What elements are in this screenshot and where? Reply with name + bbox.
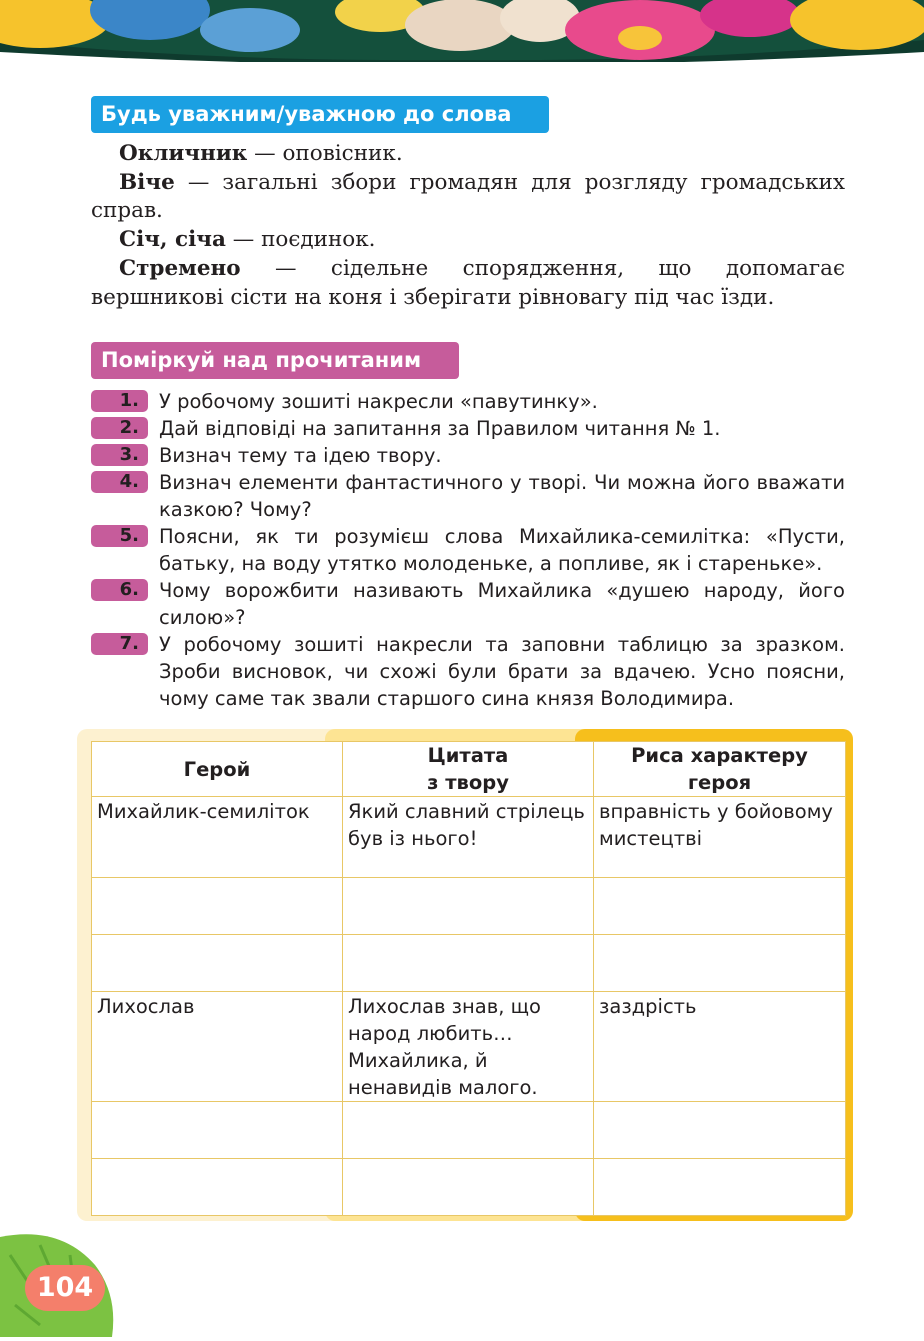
table-row	[92, 1102, 846, 1159]
vocab-term: Стремено	[119, 255, 241, 281]
task-text: У робочому зошиті накресли та заповни таблицю за зразком. Зроби висновок, чи схожі були брати за вдачею. Усно поясни, чому саме так звали старшого сина князя Володимира.	[159, 633, 845, 710]
task-text: У робочому зошиті накресли «павутинку».	[159, 390, 598, 413]
table-cell	[92, 1102, 343, 1159]
table-cell	[92, 878, 343, 935]
task-item	[91, 388, 845, 415]
vocab-section-title: Будь уважним/уважною до слова	[91, 96, 549, 133]
table-cell	[343, 878, 594, 935]
task-number-badge: 1.	[91, 390, 148, 412]
table-cell: Який славний стрілець був із нього!	[343, 797, 594, 878]
vocab-definition: — поєдинок.	[225, 227, 376, 253]
table-cell	[594, 878, 846, 935]
table-header-row	[92, 742, 846, 797]
vocab-entry	[91, 226, 845, 255]
table-row	[92, 935, 846, 992]
task-item	[91, 523, 845, 577]
table-row	[92, 1159, 846, 1216]
task-item	[91, 415, 845, 442]
vocab-list	[91, 140, 845, 312]
vocab-entry	[91, 169, 845, 226]
vocab-term: Січ, січа	[119, 227, 226, 253]
task-text: Поясни, як ти розумієш слова Михайлика-семилітка: «Пусти, батьку, на воду утятко молоденьке, а попливе, як і старенькe».	[159, 525, 845, 575]
task-number-badge: 4.	[91, 471, 148, 493]
table-cell: заздрість	[594, 992, 846, 1102]
task-number-badge: 7.	[91, 633, 148, 655]
character-table	[91, 741, 846, 1216]
table-row	[92, 878, 846, 935]
task-text: Визнач елементи фантастичного у творі. Чи можна його вважати казкою? Чому?	[159, 471, 845, 521]
task-text: Дай відповіді на запитання за Правилом читання № 1.	[159, 417, 721, 440]
task-number-badge: 5.	[91, 525, 148, 547]
table-cell	[92, 935, 343, 992]
task-item	[91, 577, 845, 631]
table-row	[92, 797, 846, 878]
table-cell: Лихослав	[92, 992, 343, 1102]
think-section-title: Поміркуй над прочитаним	[91, 342, 459, 379]
table-row	[92, 992, 846, 1102]
vocab-entry	[91, 255, 845, 312]
table-cell	[594, 1159, 846, 1216]
task-number-badge: 2.	[91, 417, 148, 439]
page-number-badge: 104	[25, 1265, 105, 1311]
table-header-cell: Риса характеру героя	[594, 742, 846, 797]
task-text: Визнач тему та ідею твору.	[159, 444, 442, 467]
table-cell	[343, 1102, 594, 1159]
table-cell	[594, 1102, 846, 1159]
task-number-badge: 3.	[91, 444, 148, 466]
task-number-badge: 6.	[91, 579, 148, 601]
table-cell: Лихослав знав, що народ любить… Михайлика, й ненавидів малого.	[343, 992, 594, 1102]
task-item	[91, 469, 845, 523]
task-text: Чому ворожбити називають Михайлика «душею народу, його силою»?	[159, 579, 845, 629]
vocab-definition: — оповісник.	[247, 141, 403, 166]
table-cell	[343, 1159, 594, 1216]
vocab-term: Окличник	[119, 141, 248, 166]
table-header-cell: Цитата з твору	[343, 742, 594, 797]
vocab-definition: — сідельне спорядження, що допомагає вершникові сісти на коня і зберігати рівновагу під час їзди.	[91, 255, 845, 310]
task-item	[91, 442, 845, 469]
table-header-cell: Герой	[92, 742, 343, 797]
task-item	[91, 631, 845, 712]
vocab-entry	[91, 140, 845, 169]
vocab-term: Віче	[119, 169, 175, 195]
table-cell	[92, 1159, 343, 1216]
table-cell	[594, 935, 846, 992]
table-cell: Михайлик-семиліток	[92, 797, 343, 878]
vocab-definition: — загальні збори громадян для розгляду громадських справ.	[91, 169, 845, 224]
table-cell: вправність у бойовому мистецтві	[594, 797, 846, 878]
task-list	[91, 388, 845, 712]
table-cell	[343, 935, 594, 992]
floral-header-image	[0, 0, 924, 62]
